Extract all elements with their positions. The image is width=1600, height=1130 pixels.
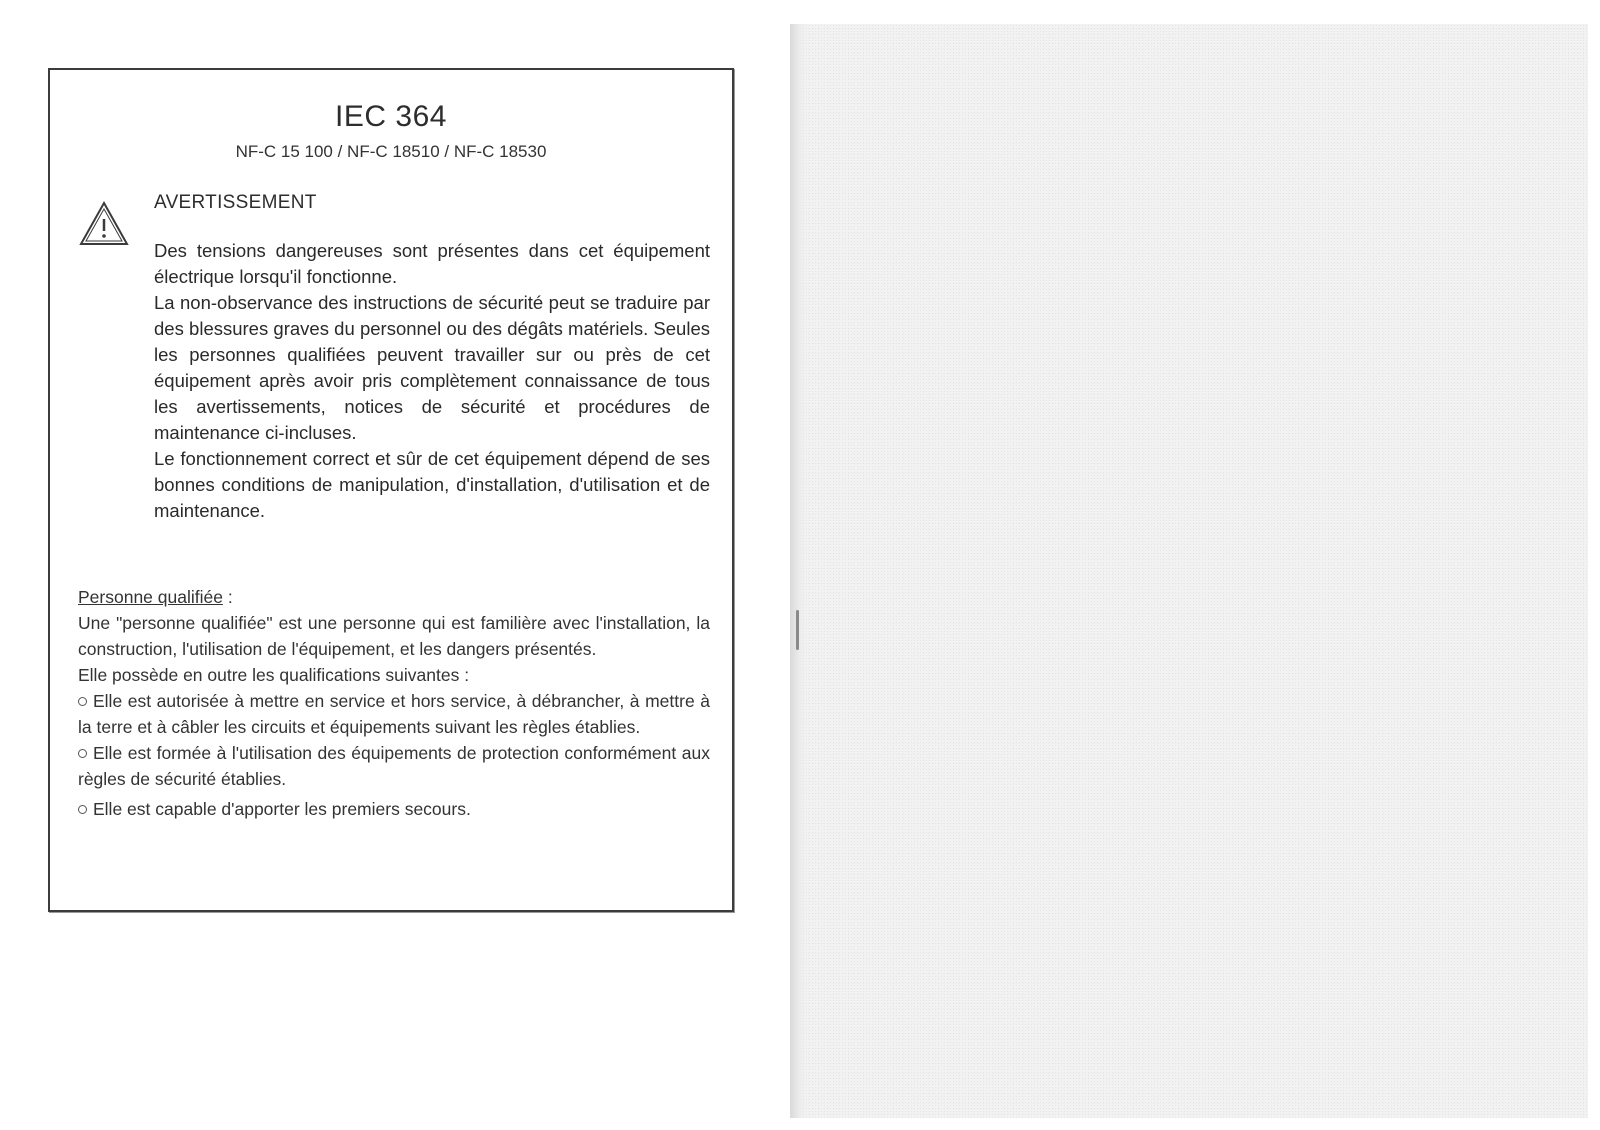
warning-text xyxy=(154,238,710,524)
qualified-person-heading-line xyxy=(78,584,710,610)
qualification-bullet xyxy=(78,740,710,792)
qualified-person-section xyxy=(78,584,710,822)
qualified-person-intro: Elle possède en outre les qualifications suivantes : xyxy=(78,665,470,685)
warning-paragraph: Des tensions dangereuses sont présentes dans cet équipement électrique lorsqu'il fonctionne. xyxy=(154,240,710,287)
page-spine xyxy=(790,24,806,1118)
qualified-person-heading-suffix: : xyxy=(222,587,233,607)
right-page-blank xyxy=(790,24,1588,1118)
bullet-icon xyxy=(78,697,87,706)
qualified-person-heading: Personne qualifiée xyxy=(78,587,223,607)
warning-paragraph: Le fonctionnement correct et sûr de cet équipement dépend de ses bonnes conditions de manipulation, d'installation, d'utilisation et de maintenance. xyxy=(154,448,710,521)
bullet-icon xyxy=(78,805,87,814)
qualification-bullet xyxy=(78,796,710,822)
standard-title: IEC 364 xyxy=(335,100,447,133)
left-page xyxy=(0,0,790,1130)
spine-mark xyxy=(796,610,799,650)
qualification-bullet-text: Elle est autorisée à mettre en service et hors service, à débrancher, à mettre à la terre et à câbler les circuits et équipements suivant les règles établies. xyxy=(78,691,710,737)
qualified-person-definition: Une "personne qualifiée" est une personne qui est familière avec l'installation, la construction, l'utilisation de l'équipement, et les dangers présentés. xyxy=(78,613,710,659)
qualification-bullet xyxy=(78,688,710,740)
safety-warning-box xyxy=(48,68,734,912)
warning-paragraph: La non-observance des instructions de sécurité peut se traduire par des blessures graves du personnel ou des dégâts matériels. Seules les personnes qualifiées peuvent travailler sur ou près de cet équipement après avoir pris complètement connaissance de tous les avertissements, notices de sécurité et procédures de maintenance ci-incluses. xyxy=(154,292,710,443)
warning-title: AVERTISSEMENT xyxy=(154,192,317,213)
warning-triangle-icon xyxy=(78,200,130,248)
bullet-icon xyxy=(78,749,87,758)
qualification-bullet-text: Elle est capable d'apporter les premiers secours. xyxy=(93,799,471,819)
standard-subtitle: NF-C 15 100 / NF-C 18510 / NF-C 18530 xyxy=(235,142,547,161)
qualification-bullet-text: Elle est formée à l'utilisation des équipements de protection conformément aux règles de sécurité établies. xyxy=(78,743,710,789)
